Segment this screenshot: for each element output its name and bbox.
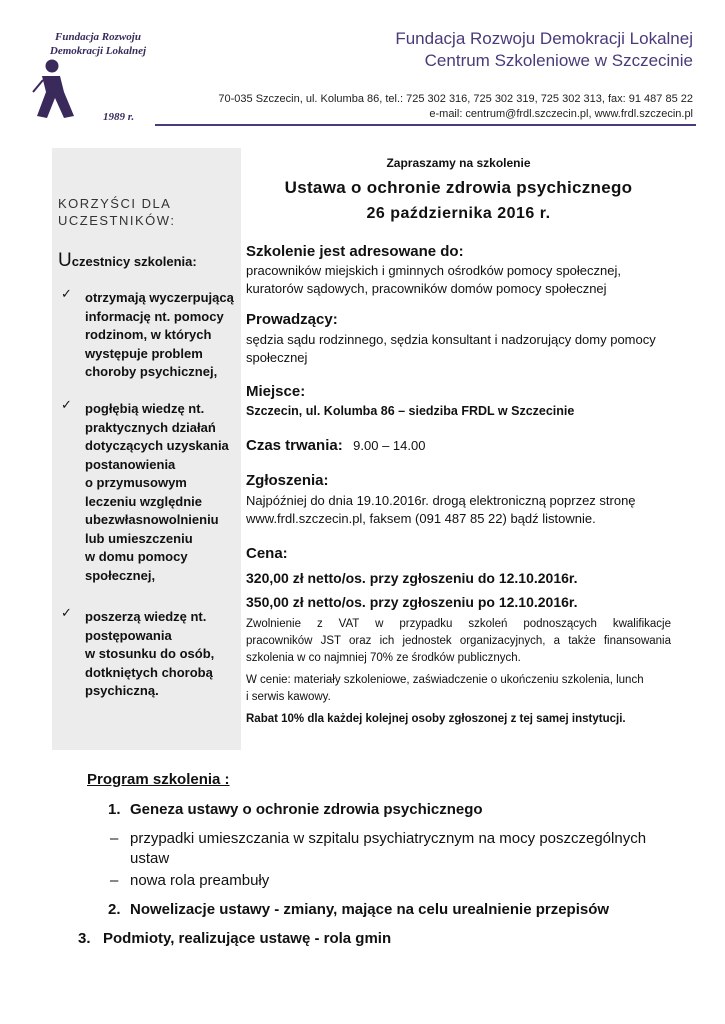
duration-heading: Czas trwania: <box>246 437 343 454</box>
logo-text: Fundacja Rozwoju Demokracji Lokalnej <box>49 31 147 57</box>
place-text: Szczecin, ul. Kolumba 86 – siedziba FRDL w Szczecinie <box>246 404 575 418</box>
dash-icon: – <box>110 872 119 889</box>
discount-note: Rabat 10% dla każdej kolejnej osoby zgłoszonej z tej samej instytucji. <box>246 713 626 725</box>
duration-text: 9.00 – 14.00 <box>353 438 426 453</box>
invite-text: Zapraszamy na szkolenie <box>386 156 531 170</box>
checkmark-icon: ✓ <box>61 286 72 301</box>
program-item-3-number: 3. <box>78 930 91 947</box>
vat-note: Zwolnienie z VAT w przypadku szkoleń podnoszących kwalifikacje pracowników JST oraz ich jednostek organizacyjnych, a także finansowania szkolenia w co najmniej 70% ze środków publicznych. <box>246 618 671 664</box>
dash-icon: – <box>110 830 119 847</box>
program-item-1: Geneza ustawy o ochronie zdrowia psychicznego <box>130 801 483 818</box>
program-subitem-1: przypadki umieszczania w szpitalu psychiatrycznym na mocy poszczególnych ustaw <box>130 830 647 867</box>
org-title: Fundacja Rozwoju Demokracji Lokalnej Centrum Szkoleniowe w Szczecinie <box>395 29 693 70</box>
price-includes: W cenie: materiały szkoleniowe, zaświadczenie o ukończeniu szkolenia, lunch i serwis kawowy. <box>246 674 644 703</box>
benefits-heading: KORZYŚCI DLA UCZESTNIKÓW: <box>58 196 176 228</box>
contact-info: 70-035 Szczecin, ul. Kolumba 86, tel.: 725 302 316, 725 302 319, 725 302 313, fax: 91 487 85 22 e-mail: centrum@frdl.szczecin.pl, www.frdl.szczecin.pl <box>218 93 693 120</box>
benefit-1: otrzymają wyczerpującą informację nt. pomocy rodzinom, w których występuje problem choroby psychicznej, <box>85 290 234 379</box>
price-early: 320,00 zł netto/os. przy zgłoszeniu do 12.10.2016r. <box>246 570 578 586</box>
header-divider <box>155 124 696 126</box>
trainer-text: sędzia sądu rodzinnego, sędzia konsultant i nadzorujący domy pomocy społecznej <box>246 332 656 365</box>
benefit-2: pogłębią wiedzę nt. praktycznych działań dotyczących uzyskania postanowienia o przymusowym leczeniu względnie ubezwłasnowolnieniu lub umieszczeniu w domu pomocy społecznej, <box>85 401 229 583</box>
price-heading: Cena: <box>246 545 288 562</box>
logo-year: 1989 r. <box>103 111 135 123</box>
program-title: Program szkolenia : <box>87 771 230 788</box>
trainer-heading: Prowadzący: <box>246 311 338 328</box>
course-date: 26 października 2016 r. <box>366 205 551 222</box>
audience-heading: Szkolenie jest adresowane do: <box>246 243 464 260</box>
benefits-intro: Uczestnicy szkolenia: <box>58 250 197 271</box>
application-heading: Zgłoszenia: <box>246 472 329 489</box>
place-heading: Miejsce: <box>246 383 306 400</box>
benefit-3: poszerzą wiedzę nt. postępowania w stosunku do osób, dotkniętych chorobą psychiczną. <box>85 609 215 698</box>
program-item-3: Podmioty, realizujące ustawę - rola gmin <box>103 930 392 947</box>
program-item-2: Nowelizacje ustawy - zmiany, mające na celu urealnienie przepisów <box>130 901 610 918</box>
audience-text: pracowników miejskich i gminnych ośrodków pomocy społecznej, kuratorów sądowych, pracowników domów pomocy społecznej <box>246 263 621 296</box>
program-item-1-number: 1. <box>108 801 121 818</box>
price-late: 350,00 zł netto/os. przy zgłoszeniu po 12.10.2016r. <box>246 594 578 610</box>
duration-row <box>246 437 671 455</box>
course-title: Ustawa o ochronie zdrowia psychicznego <box>284 178 633 197</box>
application-text: Najpóźniej do dnia 19.10.2016r. drogą elektroniczną poprzez stronę www.frdl.szczecin.pl, faksem (091 487 85 22) bądź listownie. <box>246 493 636 526</box>
checkmark-icon: ✓ <box>61 605 72 620</box>
checkmark-icon: ✓ <box>61 397 72 412</box>
logo-figure-icon <box>30 58 80 120</box>
program-subitem-2: nowa rola preambuły <box>130 872 270 889</box>
program-item-2-number: 2. <box>108 901 121 918</box>
